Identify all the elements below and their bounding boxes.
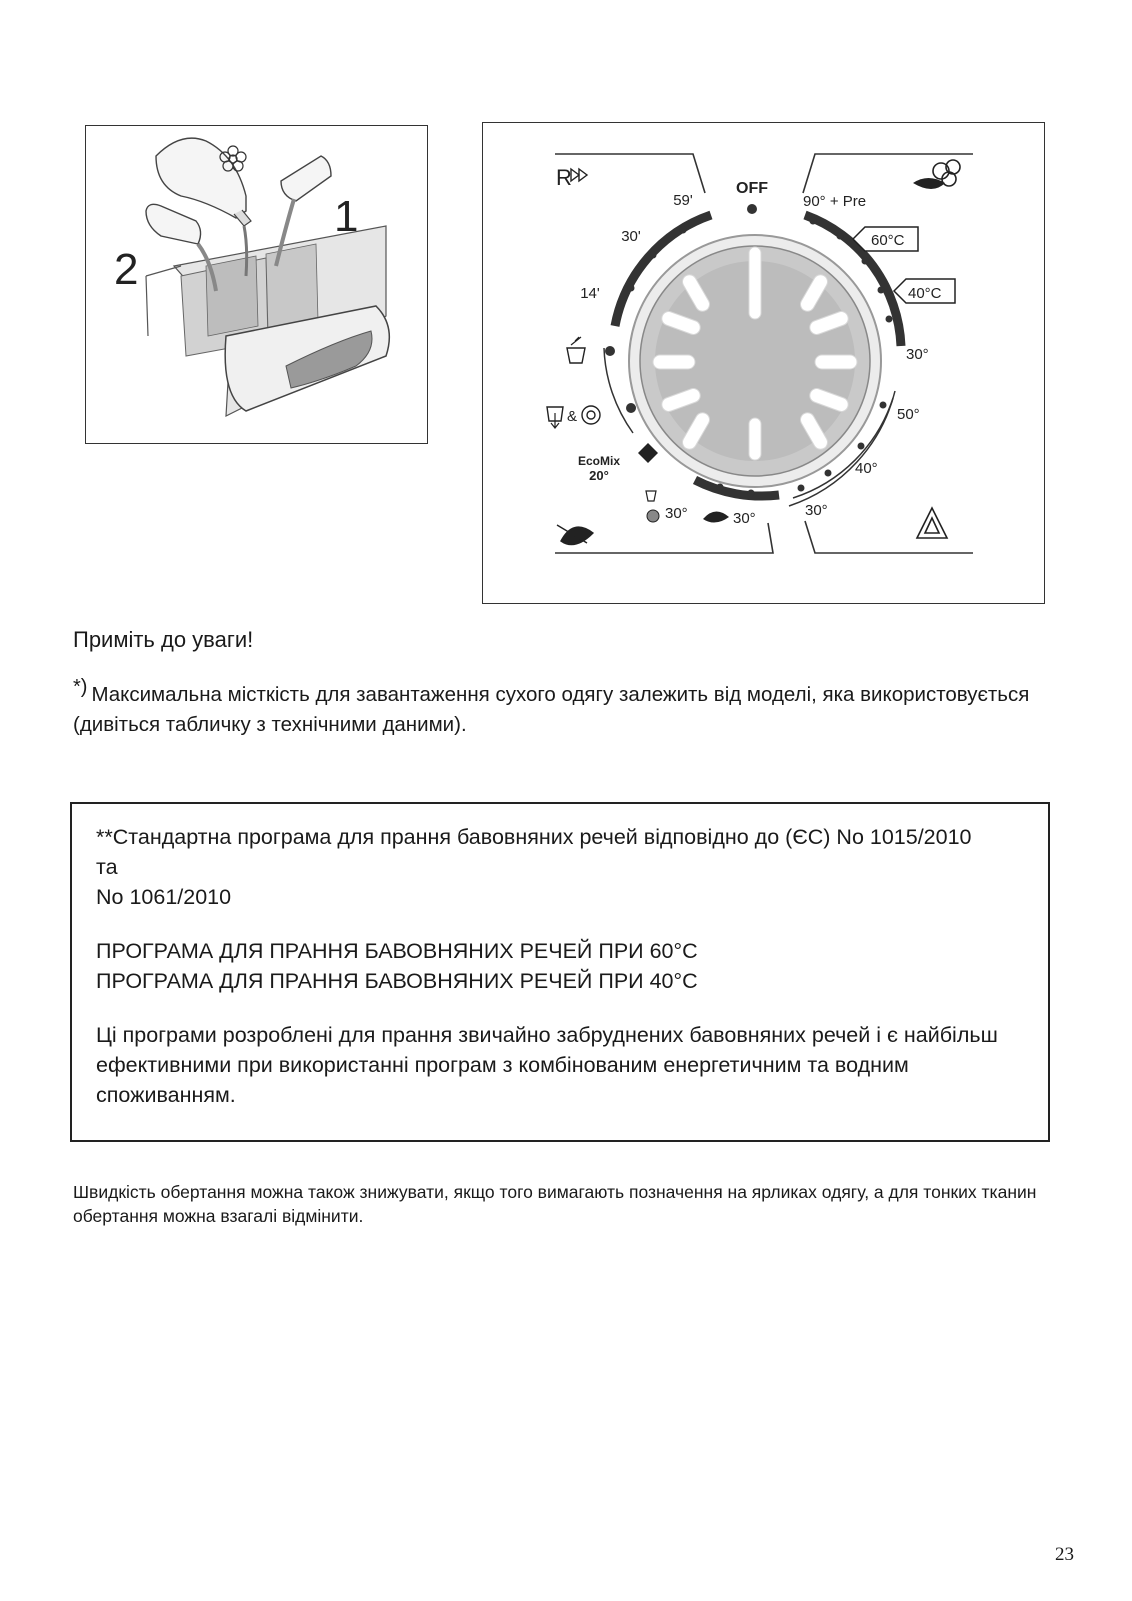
program-60-heading: ПРОГРАМА ДЛЯ ПРАННЯ БАВОВНЯНИХ РЕЧЕЙ ПРИ 60°С <box>96 939 698 963</box>
compartment-label-2: 2 <box>114 245 139 294</box>
program-40-heading: ПРОГРАМА ДЛЯ ПРАННЯ БАВОВНЯНИХ РЕЧЕЙ ПРИ 40°С <box>96 969 698 993</box>
notice-title: Приміть до уваги! <box>73 627 254 652</box>
delicate-program-30: 30° <box>733 510 756 527</box>
compartment-label-1: 1 <box>334 192 359 241</box>
feather-icon <box>557 525 593 545</box>
synthetic-program-50: 50° <box>897 406 920 423</box>
ecomix-temp: 20° <box>589 468 609 483</box>
cotton-icon <box>913 160 960 189</box>
spin-speed-footnote: Швидкість обертання можна також знижувати, якщо того вимагають позначення на ярликах одягу, а для тонких тканин обертання можна взагалі відмінити. <box>73 1182 1037 1226</box>
note-text: Максимальна місткість для завантаження сухого одягу залежить від моделі, яка використовується (дивіться табличку з технічними даними). <box>73 683 1030 736</box>
cotton-program-60: 60°C <box>871 232 905 249</box>
rinse-spin-icon <box>556 165 587 190</box>
feather-icon-small <box>703 511 729 522</box>
regulation-line-2: та <box>96 855 118 879</box>
ecomix-label: EcoMix <box>577 454 621 468</box>
program-dial-illustration <box>483 123 1046 605</box>
synthetic-program-40: 40° <box>855 460 878 477</box>
dispenser-figure <box>85 125 428 444</box>
quick-program-14: 14' <box>580 285 600 302</box>
rinse-icon <box>567 337 585 363</box>
cotton-program-90-pre: 90° + Pre <box>803 193 867 210</box>
regulation-line-3: No 1061/2010 <box>96 885 232 909</box>
drain-spin-icon <box>547 406 600 428</box>
synthetics-triangle-icon <box>917 508 947 538</box>
standard-program-box <box>70 802 1050 1142</box>
off-label: OFF <box>736 180 768 197</box>
note-mark: *) <box>73 676 88 698</box>
dispenser-illustration <box>86 126 429 445</box>
wool-program-30: 30° <box>665 505 688 522</box>
regulation-line-1: **Стандартна програма для прання бавовняних речей відповідно до (ЄС) No 1015/2010 <box>96 825 972 849</box>
page-number: 23 <box>1055 1544 1074 1565</box>
cotton-program-30: 30° <box>906 346 929 363</box>
quick-program-30: 30' <box>621 228 641 245</box>
cotton-program-40: 40°C <box>908 285 942 302</box>
capacity-note <box>73 676 1073 740</box>
synthetic-program-30: 30° <box>805 502 828 519</box>
quick-program-59: 59' <box>673 192 693 209</box>
program-description: Ці програми розроблені для прання звичайно забруднених бавовняних речей і є найбільш ефективними при використанні програм з комбінованим енергетичним та водним споживанням. <box>96 1023 998 1107</box>
dial-figure <box>482 122 1045 604</box>
ampersand-label: & <box>567 408 578 425</box>
wool-icon <box>646 491 659 522</box>
svg-text:R: R <box>556 165 572 190</box>
